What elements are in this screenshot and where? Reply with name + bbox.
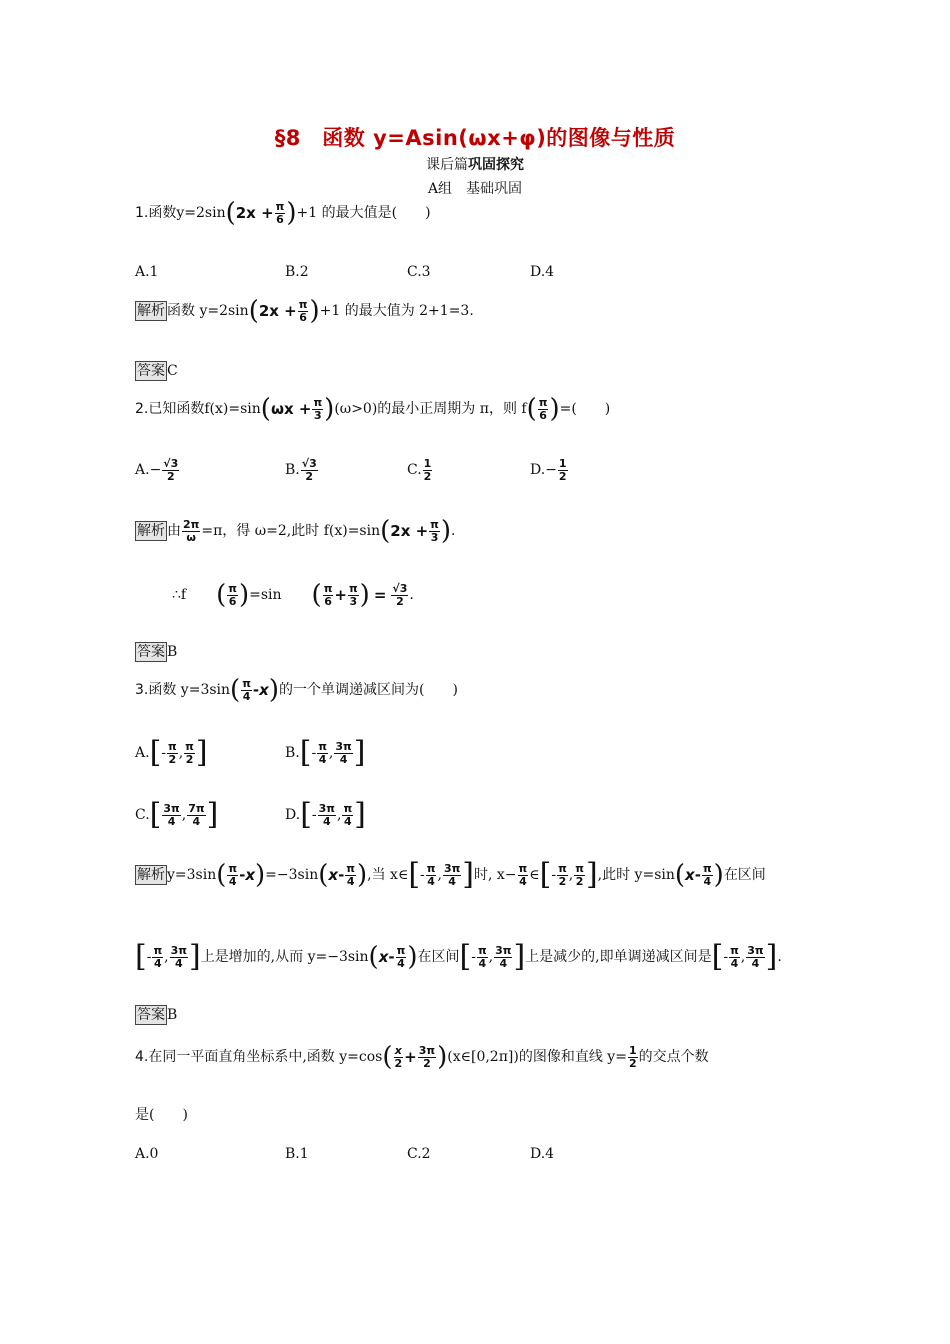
q2-answer	[135, 642, 177, 662]
question-number: 4.	[135, 1049, 149, 1065]
option-a: A.0	[135, 1146, 159, 1162]
option-a: A. [ - $\frac{\pi}{2}$ , $\frac{\pi}{2}$ ]	[135, 735, 208, 770]
fraction: $\frac{\pi}{6}$	[298, 297, 308, 324]
function-expr: y=2sin	[176, 205, 226, 221]
inner-expr: 2x +	[390, 521, 429, 540]
question-number: 3.	[135, 682, 149, 698]
right-paren: )	[324, 394, 335, 424]
fraction: $\frac{\pi}{3}$	[313, 395, 323, 422]
analysis-tag: 解析	[137, 303, 165, 319]
question-text: 已知函数	[148, 401, 205, 417]
section-subtitle	[0, 154, 950, 174]
left-paren: (	[216, 580, 227, 610]
fraction: $\frac{\pi}{3}$	[348, 581, 358, 608]
fraction: $\frac{√3}{2}$	[392, 581, 408, 608]
analysis-text: =π，得 ω=2,此时 f(x)=sin	[201, 523, 381, 539]
right-paren: )	[309, 296, 320, 326]
q2-step: ∴f ( $\frac{\pi}{6}$ ) =sin ( $\frac{\pi}{6}$ + $\frac{\pi}{3}$ ) = $\frac{√3}{2}$ .	[172, 580, 414, 610]
analysis-text: .	[451, 523, 456, 539]
question-4: 4. 在同一平面直角坐标系中,函数 y=cos ( $\frac{x}{2}$ + $\frac{3\pi}{2}$ ) (x∈[0,2π])的图像和直线 y= $\frac{1}{2}$ 的交点个数	[135, 1042, 709, 1072]
fraction: $\frac{2\pi}{\omega}$	[183, 517, 200, 544]
option-d: D. [ - $\frac{3\pi}{4}$ , $\frac{\pi}{4}$ ]	[285, 797, 366, 832]
function-expr: f(x)=sin	[204, 401, 261, 417]
fraction: $\frac{\pi}{6}$	[275, 199, 285, 226]
right-paren: )	[549, 394, 560, 424]
left-paren: (	[248, 296, 259, 326]
inner-expr: 2x +	[235, 203, 274, 222]
option-c: C.3	[407, 264, 431, 280]
question-text: (ω>0)的最小正周期为 π，则 f	[334, 401, 527, 417]
fraction: $\frac{\pi}{6}$	[323, 581, 333, 608]
option-b: B. [ - $\frac{\pi}{4}$ , $\frac{3\pi}{4}$ ]	[285, 735, 366, 770]
option-d: D.4	[530, 264, 555, 280]
analysis-text: 由	[167, 523, 181, 539]
option-b: B.2	[285, 264, 309, 280]
left-paren: (	[311, 580, 322, 610]
answer-tag: 答案	[137, 1007, 165, 1023]
question-1	[135, 200, 431, 226]
question-text: +1 的最大值是( )	[296, 205, 431, 221]
answer-value: B	[167, 1007, 178, 1023]
answer-value: B	[167, 644, 178, 660]
fraction: $\frac{\pi}{3}$	[430, 517, 439, 544]
subtitle-prefix: 课后篇	[426, 157, 468, 173]
question-4-continued: 是( )	[135, 1107, 188, 1123]
q1-analysis	[135, 298, 474, 324]
question-text: 函数	[148, 205, 177, 221]
section-title: §8 函数 y=Asin(ωx+φ)的图像与性质	[274, 126, 676, 150]
answer-tag: 答案	[137, 644, 165, 660]
option-c: C.2	[407, 1146, 431, 1162]
answer-tag: 答案	[137, 363, 165, 379]
option-d: D.4	[530, 1146, 555, 1162]
answer-value: C	[167, 363, 178, 379]
question-3: 3. 函数 y=3sin ( $\frac{\pi}{4}$ -x ) 的一个单调递减区间为( )	[135, 675, 458, 705]
question-number: 1.	[135, 205, 149, 221]
question-text: 的一个单调递减区间为( )	[278, 682, 458, 698]
analysis-text: 函数 y=2sin	[167, 303, 249, 319]
left-paren: (	[526, 394, 537, 424]
fraction: $\frac{\pi}{4}$	[242, 676, 251, 703]
q1-answer	[135, 361, 178, 381]
inner-expr: ωx +	[270, 399, 312, 418]
q3-analysis: 解析 y=3sin ( $\frac{\pi}{4}$ -x ) =−3sin ( x- $\frac{\pi}{4}$ ) ,当 x∈ [ - $\frac{\pi}{4}$ , $\frac{3\pi}{4}$ ] 时, x− $\frac{\pi}{4}$ ∈ [ - $\frac{\pi}{2}$ , $\frac{\pi}{2}$ ] ,此时 y=sin ( x- $\frac{\pi}{4}$ ) 在区间	[137, 857, 766, 892]
analysis-tag: 解析	[137, 867, 165, 883]
right-paren: )	[238, 580, 250, 610]
q2-analysis	[135, 518, 455, 544]
question-text: 在同一平面直角坐标系中,函数 y=cos	[148, 1049, 383, 1065]
analysis-tag: 解析	[137, 523, 165, 539]
q3-answer	[135, 1005, 177, 1025]
option-a: A. − $\frac{√3}{2}$	[135, 457, 179, 483]
question-text: (x∈[0,2π])的图像和直线 y=	[447, 1049, 627, 1065]
fraction: $\frac{\pi}{6}$	[228, 581, 237, 608]
step-text: =sin	[249, 587, 282, 603]
question-text: 的交点个数	[638, 1049, 709, 1065]
analysis-text: +1 的最大值为 2+1=3.	[319, 303, 474, 319]
option-c: C. $\frac{1}{2}$	[407, 457, 432, 483]
right-paren: )	[359, 580, 370, 610]
right-paren: )	[286, 198, 297, 228]
option-c: C. [ $\frac{3\pi}{4}$ , $\frac{7\pi}{4}$ ]	[135, 797, 219, 832]
question-text: 函数 y=3sin	[148, 682, 231, 698]
option-b: B. $\frac{√3}{2}$	[285, 457, 317, 483]
q3-analysis-line2: [ - $\frac{\pi}{4}$ , $\frac{3\pi}{4}$ ] 上是增加的,从而 y=−3sin ( x- $\frac{\pi}{4}$ ) 在区间 [ - $\frac{\pi}{4}$ , $\frac{3\pi}{4}$ ] 上是减少的,即单调递减区间是 [ - $\frac{\pi}{4}$ , $\frac{3\pi}{4}$ ] .	[135, 939, 782, 974]
subtitle-bold: 巩固探究	[468, 157, 524, 173]
question-number: 2.	[135, 401, 149, 417]
option-b: B.1	[285, 1146, 309, 1162]
group-heading: A组 基础巩固	[427, 181, 523, 197]
option-a: A.1	[135, 264, 159, 280]
left-paren: (	[380, 516, 391, 546]
inner-expr: 2x +	[258, 301, 297, 320]
option-d: D. − $\frac{1}{2}$	[530, 457, 567, 483]
left-paren: (	[225, 198, 236, 228]
right-paren: )	[440, 516, 452, 546]
question-2	[135, 396, 610, 422]
left-paren: (	[260, 394, 271, 424]
fraction: $\frac{1}{2}$	[628, 1043, 637, 1070]
fraction: $\frac{\pi}{6}$	[538, 395, 548, 422]
therefore-text: ∴f	[172, 587, 187, 603]
question-text: =( )	[559, 401, 611, 417]
